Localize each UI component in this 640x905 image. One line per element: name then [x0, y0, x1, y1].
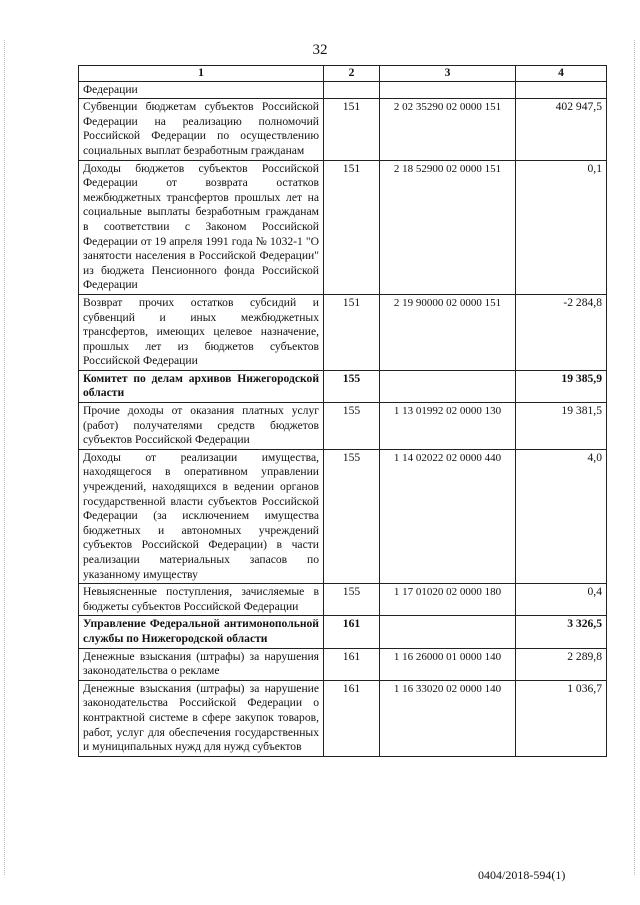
table-row — [79, 648, 607, 680]
scan-edge-right — [634, 40, 636, 875]
row-amount: 402 947,5 — [516, 99, 607, 160]
table-row — [79, 680, 607, 756]
scan-edge-left — [4, 40, 6, 875]
row-admin-code: 161 — [324, 648, 380, 680]
row-description: Невыясненные поступления, зачисляемые в бюджеты субъектов Российской Федерации — [79, 584, 324, 616]
row-budget-code — [380, 616, 516, 648]
header-row — [79, 66, 607, 82]
table-row — [79, 403, 607, 450]
row-admin-code: 161 — [324, 616, 380, 648]
table-row — [79, 160, 607, 294]
row-amount: 0,4 — [516, 584, 607, 616]
row-admin-code: 155 — [324, 403, 380, 450]
row-budget-code — [380, 370, 516, 402]
row-admin-code: 161 — [324, 680, 380, 756]
row-amount: 2 289,8 — [516, 648, 607, 680]
row-admin-code: 151 — [324, 160, 380, 294]
row-budget-code: 1 14 02022 02 0000 440 — [380, 449, 516, 583]
row-amount: 1 036,7 — [516, 680, 607, 756]
header-cell-3: 3 — [380, 66, 516, 82]
row-amount: 19 381,5 — [516, 403, 607, 450]
row-admin-code: 155 — [324, 584, 380, 616]
row-description: Денежные взыскания (штрафы) за нарушения законодательства о рекламе — [79, 648, 324, 680]
header-cell-4: 4 — [516, 66, 607, 82]
row-admin-code: 151 — [324, 294, 380, 370]
table-row — [79, 616, 607, 648]
row-budget-code: 1 16 33020 02 0000 140 — [380, 680, 516, 756]
table-row — [79, 584, 607, 616]
row-description: Комитет по делам архивов Нижегородской области — [79, 370, 324, 402]
row-budget-code: 2 18 52900 02 0000 151 — [380, 160, 516, 294]
row-description: Доходы от реализации имущества, находящегося в оперативном управлении учреждений, находящихся в ведении органов государственной власти субъектов Российской Федерации (за исключением имущества бюджетных и автономных учреждений субъектов Российской Федерации) в части реализации материальных запасов по указанному имуществу — [79, 449, 324, 583]
row-amount: 19 385,9 — [516, 370, 607, 402]
table-row — [79, 449, 607, 583]
row-amount: -2 284,8 — [516, 294, 607, 370]
row-amount: 3 326,5 — [516, 616, 607, 648]
row-admin-code: 151 — [324, 99, 380, 160]
row-admin-code — [324, 81, 380, 99]
header-cell-2: 2 — [324, 66, 380, 82]
table-row — [79, 99, 607, 160]
row-admin-code: 155 — [324, 449, 380, 583]
row-amount: 0,1 — [516, 160, 607, 294]
document-code: 0404/2018-594(1) — [478, 868, 566, 882]
row-budget-code — [380, 81, 516, 99]
row-description: Денежные взыскания (штрафы) за нарушение законодательства Российской Федерации о контрактной системе в сфере закупок товаров, работ, услуг для обеспечения государственных и муниципальных нужд для нужд субъектов — [79, 680, 324, 756]
row-budget-code: 1 17 01020 02 0000 180 — [380, 584, 516, 616]
revenue-table — [78, 65, 607, 757]
row-budget-code: 2 19 90000 02 0000 151 — [380, 294, 516, 370]
table-row — [79, 81, 607, 99]
row-description: Возврат прочих остатков субсидий и субвенций и иных межбюджетных трансфертов, имеющих целевое назначение, прошлых лет из бюджетов субъектов Российской Федерации — [79, 294, 324, 370]
page-number: 32 — [312, 42, 328, 58]
row-budget-code: 1 13 01992 02 0000 130 — [380, 403, 516, 450]
header-cell-1: 1 — [79, 66, 324, 82]
row-description: Субвенции бюджетам субъектов Российской Федерации на реализацию полномочий Российской Федерации по осуществлению социальных выплат безработным гражданам — [79, 99, 324, 160]
row-budget-code: 2 02 35290 02 0000 151 — [380, 99, 516, 160]
row-description: Управление Федеральной антимонопольной службы по Нижегородской области — [79, 616, 324, 648]
row-description: Федерации — [79, 81, 324, 99]
row-admin-code: 155 — [324, 370, 380, 402]
table-row — [79, 294, 607, 370]
row-description: Прочие доходы от оказания платных услуг (работ) получателями средств бюджетов субъектов Российской Федерации — [79, 403, 324, 450]
row-amount — [516, 81, 607, 99]
row-amount: 4,0 — [516, 449, 607, 583]
table-row — [79, 370, 607, 402]
table-body — [79, 81, 607, 756]
row-budget-code: 1 16 26000 01 0000 140 — [380, 648, 516, 680]
row-description: Доходы бюджетов субъектов Российской Федерации от возврата остатков межбюджетных трансфертов прошлых лет на социальные выплаты безработным гражданам в соответствии с Законом Российской Федерации от 19 апреля 1991 года № 1032-1 "О занятости населения в Российской Федерации" из бюджета Пенсионного фонда Российской Федерации — [79, 160, 324, 294]
